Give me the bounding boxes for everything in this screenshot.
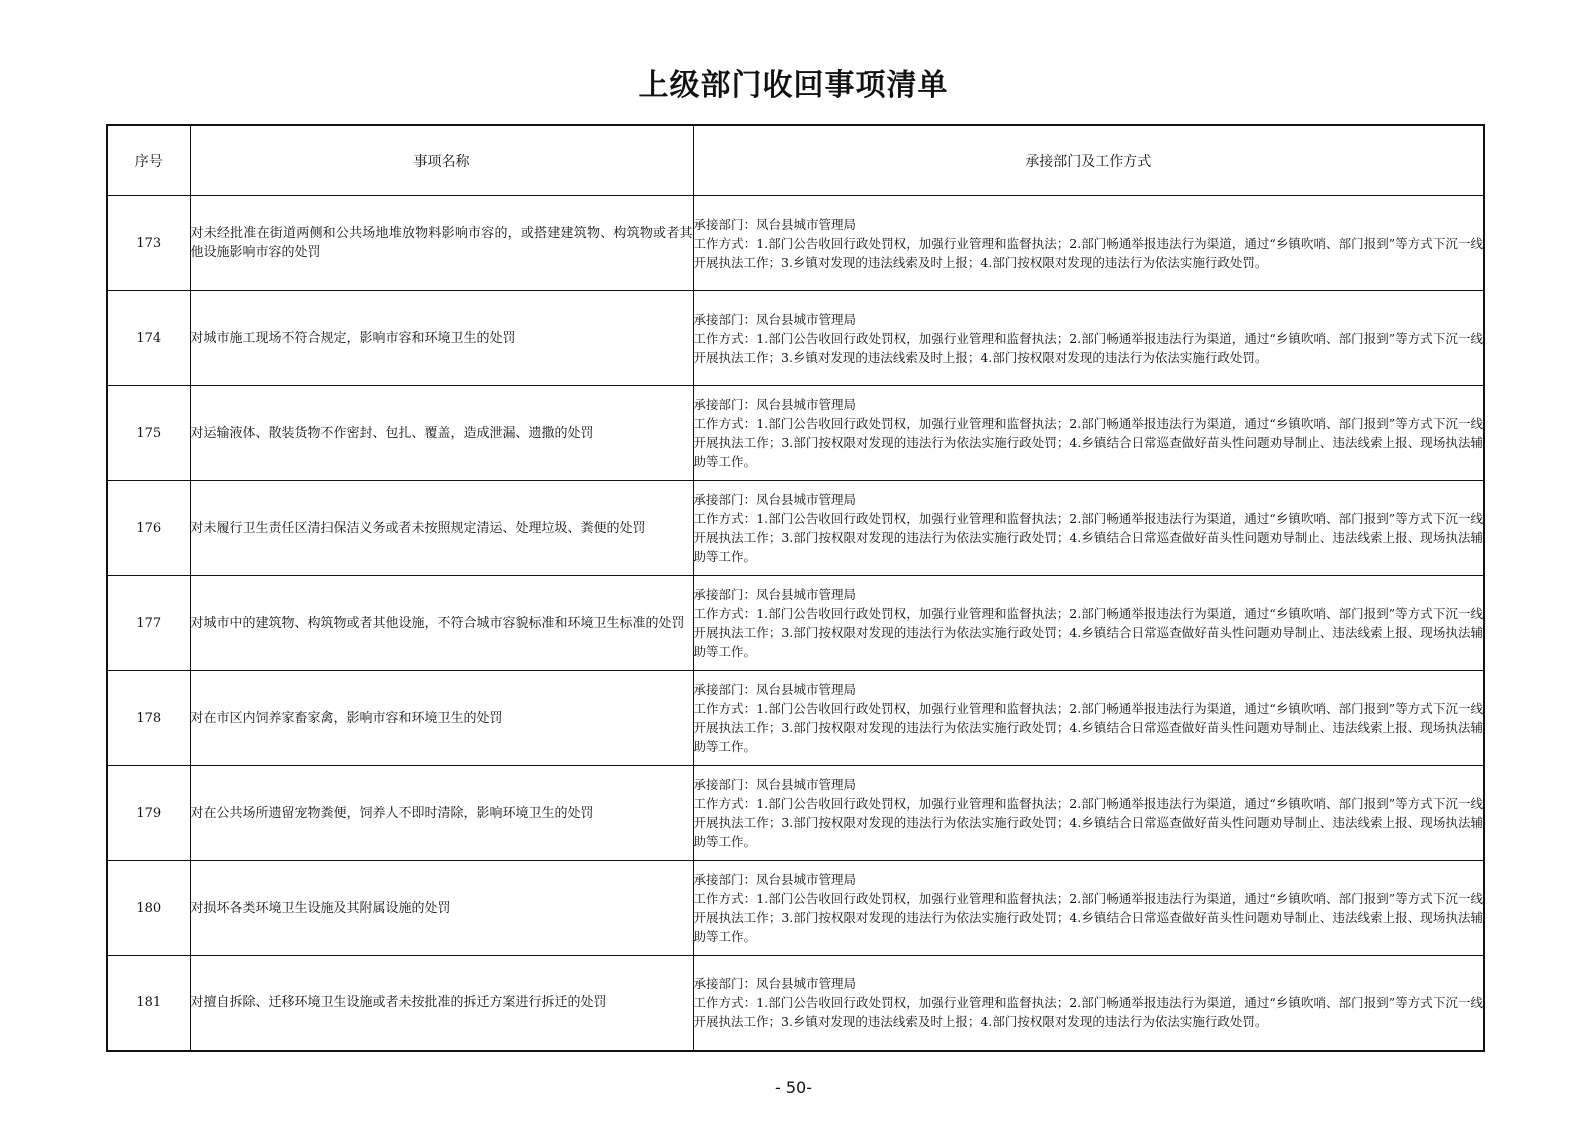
receiving-department: 承接部门：凤台县城市管理局 (693, 587, 857, 602)
dept-and-method (693, 481, 1484, 576)
header-dept: 承接部门及工作方式 (693, 125, 1484, 196)
row-number: 179 (107, 766, 190, 861)
receiving-department: 承接部门：凤台县城市管理局 (693, 872, 857, 887)
row-number: 177 (107, 576, 190, 671)
item-name: 对未履行卫生责任区清扫保洁义务或者未按照规定清运、处理垃圾、粪便的处罚 (190, 481, 693, 576)
table-row (107, 196, 1484, 291)
row-number: 181 (107, 956, 190, 1051)
work-method: 工作方式：1.部门公告收回行政处罚权，加强行业管理和监督执法；2.部门畅通举报违法行为渠道，通过“乡镇吹哨、部门报到”等方式下沉一线开展执法工作；3.部门按权限对发现的违法行为依法实施行政处罚；4.乡镇结合日常巡查做好苗头性问题劝导制止、违法线索上报、现场执法辅助等工作。 (693, 606, 1483, 659)
table-row (107, 766, 1484, 861)
dept-and-method (693, 386, 1484, 481)
dept-and-method (693, 861, 1484, 956)
work-method: 工作方式：1.部门公告收回行政处罚权，加强行业管理和监督执法；2.部门畅通举报违法行为渠道，通过“乡镇吹哨、部门报到”等方式下沉一线开展执法工作；3.部门按权限对发现的违法行为依法实施行政处罚；4.乡镇结合日常巡查做好苗头性问题劝导制止、违法线索上报、现场执法辅助等工作。 (693, 416, 1483, 469)
work-method: 工作方式：1.部门公告收回行政处罚权，加强行业管理和监督执法；2.部门畅通举报违法行为渠道，通过“乡镇吹哨、部门报到”等方式下沉一线开展执法工作；3.部门按权限对发现的违法行为依法实施行政处罚；4.乡镇结合日常巡查做好苗头性问题劝导制止、违法线索上报、现场执法辅助等工作。 (693, 796, 1483, 849)
item-name: 对运输液体、散装货物不作密封、包扎、覆盖，造成泄漏、遗撒的处罚 (190, 386, 693, 481)
row-number: 178 (107, 671, 190, 766)
row-number: 175 (107, 386, 190, 481)
item-name: 对擅自拆除、迁移环境卫生设施或者未按批准的拆迁方案进行拆迁的处罚 (190, 956, 693, 1051)
receiving-department: 承接部门：凤台县城市管理局 (693, 976, 857, 992)
work-method: 工作方式：1.部门公告收回行政处罚权，加强行业管理和监督执法；2.部门畅通举报违法行为渠道，通过“乡镇吹哨、部门报到”等方式下沉一线开展执法工作；3.部门按权限对发现的违法行为依法实施行政处罚；4.乡镇结合日常巡查做好苗头性问题劝导制止、违法线索上报、现场执法辅助等工作。 (693, 701, 1483, 754)
item-name: 对在公共场所遗留宠物粪便，饲养人不即时清除，影响环境卫生的处罚 (190, 766, 693, 861)
receiving-department: 承接部门：凤台县城市管理局 (693, 682, 857, 697)
table-row (107, 386, 1484, 481)
page-title: 上级部门收回事项清单 (638, 68, 949, 103)
receiving-department: 承接部门：凤台县城市管理局 (693, 492, 857, 507)
header-no: 序号 (107, 125, 190, 196)
row-number: 180 (107, 861, 190, 956)
receiving-department: 承接部门：凤台县城市管理局 (693, 216, 857, 232)
receiving-department: 承接部门：凤台县城市管理局 (693, 397, 857, 412)
table-row (107, 956, 1484, 1051)
row-number: 174 (107, 291, 190, 386)
work-method: 工作方式：1.部门公告收回行政处罚权，加强行业管理和监督执法；2.部门畅通举报违法行为渠道，通过“乡镇吹哨、部门报到”等方式下沉一线开展执法工作；3.部门按权限对发现的违法行为依法实施行政处罚；4.乡镇结合日常巡查做好苗头性问题劝导制止、违法线索上报、现场执法辅助等工作。 (693, 891, 1483, 944)
receiving-department: 承接部门：凤台县城市管理局 (693, 311, 857, 327)
page-number: - 50- (775, 1078, 812, 1097)
item-name: 对在市区内饲养家畜家禽，影响市容和环境卫生的处罚 (190, 671, 693, 766)
item-name: 对损坏各类环境卫生设施及其附属设施的处罚 (190, 861, 693, 956)
work-method: 工作方式：1.部门公告收回行政处罚权，加强行业管理和监督执法；2.部门畅通举报违法行为渠道，通过“乡镇吹哨、部门报到”等方式下沉一线开展执法工作；3.乡镇对发现的违法线索及时上报；4.部门按权限对发现的违法行为依法实施行政处罚。 (693, 330, 1483, 365)
table-row (107, 291, 1484, 386)
table-header-row (107, 125, 1484, 196)
dept-and-method (693, 291, 1484, 386)
dept-and-method (693, 576, 1484, 671)
dept-and-method (693, 671, 1484, 766)
table-row (107, 671, 1484, 766)
row-number: 173 (107, 196, 190, 291)
header-name: 事项名称 (190, 125, 693, 196)
table-body (107, 196, 1484, 1051)
table-row (107, 481, 1484, 576)
items-table (106, 124, 1485, 1052)
item-name: 对城市中的建筑物、构筑物或者其他设施，不符合城市容貌标准和环境卫生标准的处罚 (190, 576, 693, 671)
row-number: 176 (107, 481, 190, 576)
item-name: 对城市施工现场不符合规定，影响市容和环境卫生的处罚 (190, 291, 693, 386)
dept-and-method (693, 956, 1484, 1051)
work-method: 工作方式：1.部门公告收回行政处罚权，加强行业管理和监督执法；2.部门畅通举报违法行为渠道，通过“乡镇吹哨、部门报到”等方式下沉一线开展执法工作；3.乡镇对发现的违法线索及时上报；4.部门按权限对发现的违法行为依法实施行政处罚。 (693, 235, 1483, 270)
table-row (107, 576, 1484, 671)
work-method: 工作方式：1.部门公告收回行政处罚权，加强行业管理和监督执法；2.部门畅通举报违法行为渠道，通过“乡镇吹哨、部门报到”等方式下沉一线开展执法工作；3.部门按权限对发现的违法行为依法实施行政处罚；4.乡镇结合日常巡查做好苗头性问题劝导制止、违法线索上报、现场执法辅助等工作。 (693, 511, 1483, 564)
table-row (107, 861, 1484, 956)
dept-and-method (693, 766, 1484, 861)
item-name: 对未经批准在街道两侧和公共场地堆放物料影响市容的，或搭建建筑物、构筑物或者其他设施影响市容的处罚 (190, 196, 693, 291)
receiving-department: 承接部门：凤台县城市管理局 (693, 777, 857, 792)
dept-and-method (693, 196, 1484, 291)
work-method: 工作方式：1.部门公告收回行政处罚权，加强行业管理和监督执法；2.部门畅通举报违法行为渠道，通过“乡镇吹哨、部门报到”等方式下沉一线开展执法工作；3.乡镇对发现的违法线索及时上报；4.部门按权限对发现的违法行为依法实施行政处罚。 (693, 995, 1483, 1030)
